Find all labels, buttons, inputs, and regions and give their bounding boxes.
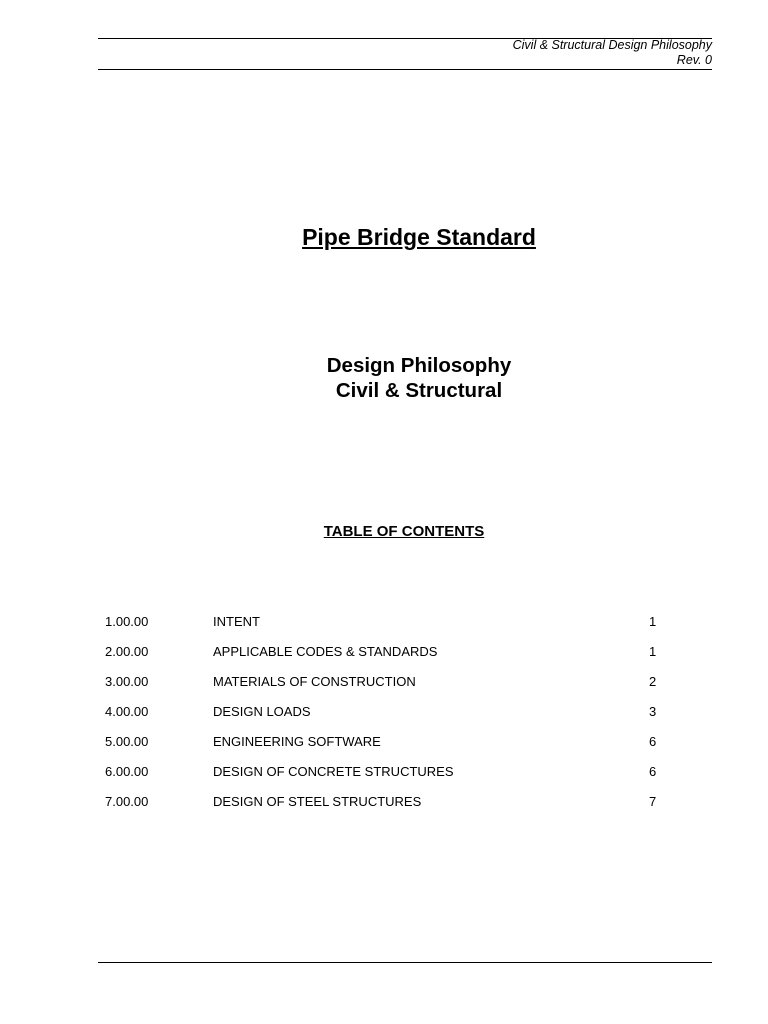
- toc-entry-label: INTENT: [213, 614, 260, 629]
- toc-entry-label: DESIGN OF CONCRETE STRUCTURES: [213, 764, 454, 779]
- toc-entry-number: 1.00.00: [105, 614, 149, 629]
- toc-entry-label: APPLICABLE CODES & STANDARDS: [213, 644, 438, 659]
- toc-entry[interactable]: [0, 793, 768, 811]
- toc-entry-page: 3: [649, 704, 657, 719]
- toc-entry-number: 6.00.00: [105, 764, 149, 779]
- toc-entry-number: 5.00.00: [105, 734, 149, 749]
- toc-entry[interactable]: [0, 733, 768, 751]
- toc-entry-number: 4.00.00: [105, 704, 149, 719]
- footer-rule: [98, 962, 712, 963]
- toc-entry-number: 7.00.00: [105, 794, 149, 809]
- toc-heading: TABLE OF CONTENTS: [323, 523, 485, 540]
- toc-entry-page: 6: [649, 734, 657, 749]
- header-revision: Rev. 0: [676, 53, 712, 67]
- page-header: [513, 38, 712, 68]
- toc-entry[interactable]: [0, 703, 768, 721]
- header-bottom-rule: [98, 69, 712, 70]
- toc-entry-label: ENGINEERING SOFTWARE: [213, 734, 381, 749]
- toc-entry-page: 1: [649, 614, 657, 629]
- toc-entry[interactable]: [0, 673, 768, 691]
- toc-entry-label: MATERIALS OF CONSTRUCTION: [213, 674, 416, 689]
- toc-entry[interactable]: [0, 763, 768, 781]
- toc-entry-label: DESIGN LOADS: [213, 704, 311, 719]
- header-document-title: Civil & Structural Design Philosophy: [512, 38, 712, 52]
- toc-entry-page: 7: [649, 794, 657, 809]
- toc-entry-page: 2: [649, 674, 657, 689]
- subtitle-line-2: Civil & Structural: [335, 379, 503, 402]
- toc-entry[interactable]: [0, 613, 768, 631]
- toc-entry[interactable]: [0, 643, 768, 661]
- toc-entry-number: 2.00.00: [105, 644, 149, 659]
- toc-entry-page: 6: [649, 764, 657, 779]
- document-subtitle: [0, 353, 768, 403]
- toc-entry-page: 1: [649, 644, 657, 659]
- toc-entry-label: DESIGN OF STEEL STRUCTURES: [213, 794, 422, 809]
- toc-entry-number: 3.00.00: [105, 674, 149, 689]
- document-title: Pipe Bridge Standard: [302, 224, 536, 250]
- subtitle-line-1: Design Philosophy: [326, 354, 512, 377]
